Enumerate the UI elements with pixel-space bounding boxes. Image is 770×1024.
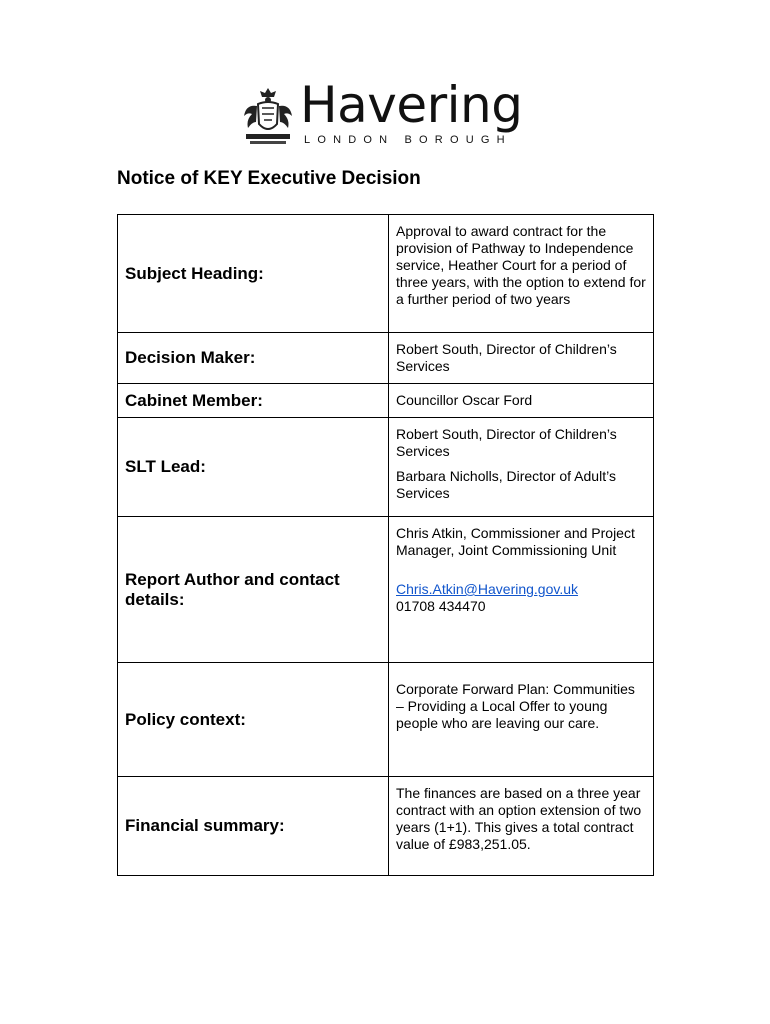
page-title: Notice of KEY Executive Decision [117,168,421,189]
table-row-policy [118,663,654,777]
table-row-decision-maker [118,333,654,384]
table-row-cabinet-member [118,384,654,418]
slt-lead-value [389,418,654,517]
financial-label: Financial summary: [118,777,389,876]
subject-text: Approval to award contract for the provision of Pathway to Independence service, Heather Court for a period of three years, with the option to extend for a further period of two years [396,223,646,307]
table-row-financial [118,777,654,876]
report-author-phone: 01708 434470 [396,598,486,614]
logo-wordmark: Havering [300,76,523,134]
havering-logo [240,76,530,152]
subject-value [389,215,654,333]
borough-crest-icon [240,86,296,148]
report-author-email-link[interactable]: Chris.Atkin@Havering.gov.uk [396,581,579,597]
policy-value [389,663,654,777]
cabinet-member-value [389,384,654,418]
slt-lead-label: SLT Lead: [118,418,389,517]
decision-maker-text: Robert South, Director of Children’s Services [396,341,617,374]
table-row-slt-lead [118,418,654,517]
subject-label: Subject Heading: [118,215,389,333]
policy-label: Policy context: [118,663,389,777]
policy-text: Corporate Forward Plan: Communities – Providing a Local Offer to young people who are leaving our care. [396,681,635,731]
decision-maker-label: Decision Maker: [118,333,389,384]
table-row-subject [118,215,654,333]
slt-lead-line2: Barbara Nicholls, Director of Adult’s Services [396,468,616,501]
cabinet-member-label: Cabinet Member: [118,384,389,418]
decision-maker-value [389,333,654,384]
report-author-label: Report Author and contact details: [118,517,389,663]
decision-table [117,214,654,876]
report-author-value [389,517,654,663]
cabinet-member-text: Councillor Oscar Ford [396,392,533,408]
logo-subtitle: LONDON BOROUGH [304,134,512,146]
financial-text: The finances are based on a three year contract with an option extension of two years (1+1). This gives a total contract value of £983,251.05. [396,785,642,852]
report-author-name: Chris Atkin, Commissioner and Project Manager, Joint Commissioning Unit [396,525,635,558]
financial-value [389,777,654,876]
report-author-email-line [396,581,646,598]
table-row-report-author [118,517,654,663]
slt-lead-line1: Robert South, Director of Children’s Services [396,426,617,459]
